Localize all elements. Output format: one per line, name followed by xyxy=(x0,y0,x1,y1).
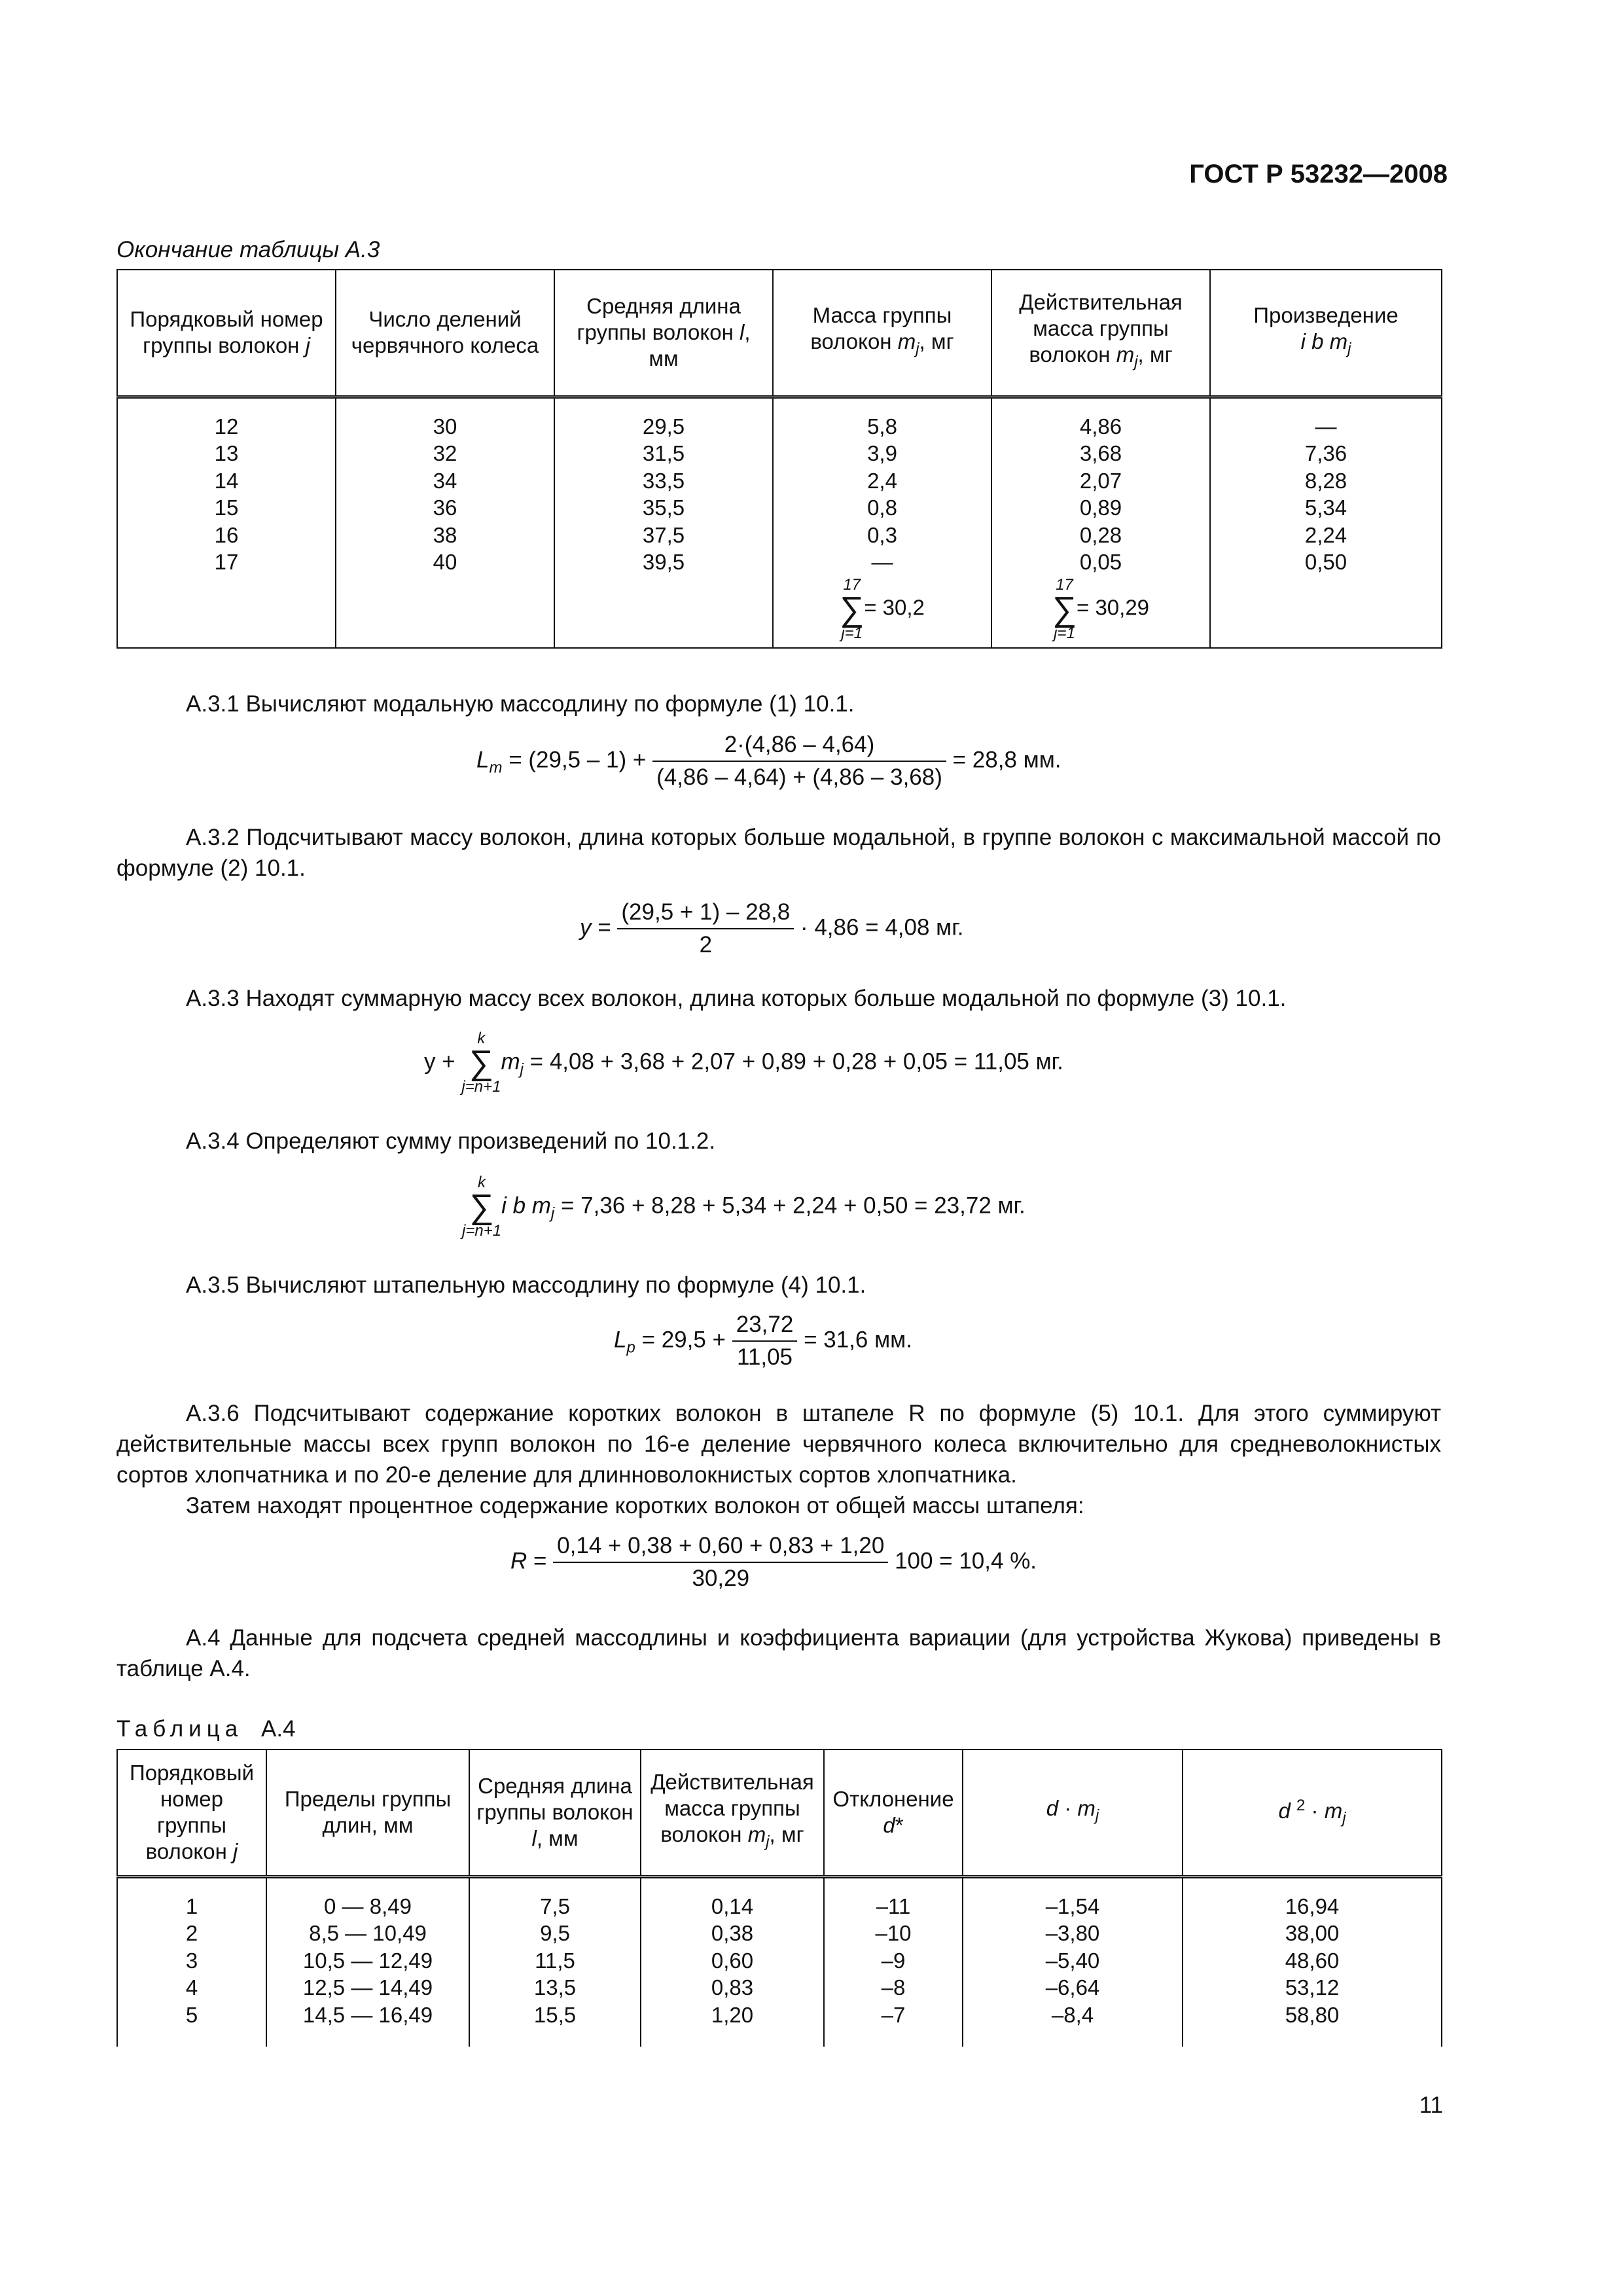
sum-actual xyxy=(997,577,1204,641)
sigma-lower: j=1 xyxy=(841,624,863,642)
table-a3-header-product: Произведение i b $m_j$ xyxy=(1210,270,1442,397)
table-cell: 16 xyxy=(214,522,239,547)
table-cell: –5,40 xyxy=(1045,1948,1100,1973)
table-a4-header-length: Средняя длина группы волокон l, мм xyxy=(469,1749,641,1876)
table-cell: 0,14 xyxy=(711,1893,754,1918)
table-a4-col-group xyxy=(117,1876,266,2047)
table-cell: 5,8 xyxy=(867,414,897,439)
table-cell: 0 — 8,49 xyxy=(324,1893,412,1918)
table-cell: 0,05 xyxy=(1079,550,1122,574)
table-a4 xyxy=(116,1749,1442,2047)
formula-lhs: y xyxy=(580,914,592,941)
table-cell: –1,54 xyxy=(1045,1893,1100,1918)
formula-denominator: 30,29 xyxy=(692,1566,750,1591)
formula-denominator: 2 xyxy=(699,932,713,958)
table-cell: 2,4 xyxy=(867,468,897,493)
paragraph-a332: А.3.2 Подсчитывают массу волокон, длина которых больше модальной, в группе волокон с максимальной массой по формуле (2) 10.1. xyxy=(116,825,1441,881)
table-a3-header-divisions: Число делений червячного колеса xyxy=(336,270,554,397)
table-cell: 3,68 xyxy=(1079,441,1122,465)
formula-lhs-sub: p xyxy=(626,1338,635,1357)
table-cell: 11,5 xyxy=(535,1948,575,1973)
table-cell: 38 xyxy=(433,522,457,547)
table-cell: 48,60 xyxy=(1285,1948,1340,1973)
table-a3-header-mass: Масса группы волокон $m_j$, мг xyxy=(773,270,991,397)
sigma-symbol: k ∑ j=n+1 xyxy=(461,1030,501,1096)
formula-numerator: (29,5 + 1) – 28,8 xyxy=(617,899,794,929)
table-cell: –8 xyxy=(881,1975,906,2000)
formula-short-fibers xyxy=(510,1533,1037,1592)
sigma-lower: j=n+1 xyxy=(462,1222,502,1240)
formula-numerator: 2·(4,86 – 4,64) xyxy=(652,732,946,762)
table-a4-header-limits: Пределы группы длин, мм xyxy=(266,1749,469,1876)
table-a4-col-d2-m xyxy=(1183,1876,1442,2047)
formula-lhs-sub: m xyxy=(489,759,503,777)
table-a4-caption xyxy=(116,1716,296,1742)
table-a4-header-d2-m: d $^2 \cdot m_j$ xyxy=(1183,1749,1442,1876)
table-cell: 0,3 xyxy=(867,522,897,547)
table-cell: 7,5 xyxy=(540,1893,570,1918)
table-cell: 7,36 xyxy=(1304,441,1347,465)
formula-product-sum xyxy=(462,1175,1026,1239)
table-cell: 13,5 xyxy=(533,1975,577,2000)
table-a4-header-deviation: Отклонение d* xyxy=(824,1749,963,1876)
table-a4-body xyxy=(117,1876,1442,2047)
formula-numerator: 23,72 xyxy=(732,1312,798,1342)
table-a3-col-product xyxy=(1210,397,1442,648)
formula-result: = 7,36 + 8,28 + 5,34 + 2,24 + 0,50 = 23,72 мг. xyxy=(554,1193,1026,1219)
formula-pre: = (29,5 – 1) + xyxy=(502,747,647,773)
sigma-lower: j=1 xyxy=(1054,624,1075,642)
table-cell: –9 xyxy=(881,1948,906,1973)
table-a3-header-actual-mass: Действительная масса группы волокон $m_j$, мг xyxy=(991,270,1210,397)
table-cell: –6,64 xyxy=(1045,1975,1100,2000)
sum-actual-value: = 30,29 xyxy=(1077,595,1150,620)
table-cell: –7 xyxy=(881,2002,906,2027)
table-a4-header-d-m: $d \cdot m_j$ xyxy=(963,1749,1183,1876)
table-cell: 5 xyxy=(185,2002,198,2027)
sigma-symbol: 17 ∑ j=1 xyxy=(840,575,865,642)
table-cell: 5,34 xyxy=(1304,495,1347,520)
sigma-lower: j=n+1 xyxy=(461,1078,501,1096)
table-cell: 4,86 xyxy=(1079,414,1122,439)
paragraph-a336-cont: Затем находят процентное содержание коротких волокон от общей массы штапеля: xyxy=(186,1493,1084,1518)
table-cell: 0,38 xyxy=(711,1921,754,1945)
table-a4-col-length xyxy=(469,1876,641,2047)
table-a4-caption-id: А.4 xyxy=(260,1716,296,1742)
sigma-symbol: k ∑ j=n+1 xyxy=(462,1174,502,1240)
table-cell: — xyxy=(871,550,893,574)
table-cell: 16,94 xyxy=(1285,1893,1340,1918)
formula-result: 100 = 10,4 %. xyxy=(895,1548,1037,1574)
table-cell: 0,8 xyxy=(867,495,897,520)
table-a4-header-actual-mass: Действительная масса группы волокон $m_j$, мг xyxy=(641,1749,824,1876)
table-cell: –3,80 xyxy=(1045,1921,1100,1945)
table-cell: 53,12 xyxy=(1285,1975,1340,2000)
table-a3-header-length: Средняя длина группы волокон l, мм xyxy=(554,270,773,397)
formula-lhs: R xyxy=(510,1548,527,1574)
formula-result: · 4,86 = 4,08 мг. xyxy=(800,914,964,941)
table-cell: 3,9 xyxy=(867,441,897,465)
table-a3-header-group: Порядковый номер группы волокон j xyxy=(117,270,336,397)
sigma-symbol: 17 ∑ j=1 xyxy=(1052,575,1077,642)
table-cell: 32 xyxy=(433,441,457,465)
table-cell: 35,5 xyxy=(642,495,685,520)
paragraph-a333: А.3.3 Находят суммарную массу всех волокон, длина которых больше модальной по формуле (3) 10.1. xyxy=(186,986,1287,1011)
table-cell: 33,5 xyxy=(642,468,685,493)
table-cell: 17 xyxy=(214,550,239,574)
table-a3-col-group xyxy=(117,397,336,648)
table-cell: –11 xyxy=(876,1893,911,1918)
table-a4-header-row xyxy=(117,1749,1442,1876)
table-a3-body xyxy=(117,397,1442,648)
table-a3-col-actual-mass xyxy=(991,397,1210,648)
sum-mass xyxy=(779,577,986,641)
table-cell: 58,80 xyxy=(1285,2002,1340,2027)
formula-pre: = xyxy=(527,1548,554,1574)
table-cell: 39,5 xyxy=(642,550,685,574)
table-cell: 12 xyxy=(214,414,239,439)
sum-mass-value: = 30,2 xyxy=(864,595,925,620)
formula-pre: = xyxy=(591,914,618,941)
table-cell: 2 xyxy=(185,1921,198,1945)
sigma-upper: 17 xyxy=(1056,575,1073,594)
paragraph-a4: А.4 Данные для подсчета средней массодлины и коэффициента вариации (для устройства Жукова) приведены в таблице А.4. xyxy=(116,1625,1441,1681)
formula-lhs: L xyxy=(476,747,490,773)
table-cell: 0,28 xyxy=(1079,522,1122,547)
table-a3-caption: Окончание таблицы А.3 xyxy=(116,237,380,262)
sigma-upper: k xyxy=(478,1174,486,1191)
formula-term: m xyxy=(501,1049,520,1075)
formula-fraction xyxy=(652,732,946,791)
table-cell: 8,28 xyxy=(1304,468,1347,493)
table-cell: 13 xyxy=(214,441,239,465)
table-cell: 8,5 — 10,49 xyxy=(309,1921,427,1945)
table-cell: 0,83 xyxy=(711,1975,754,2000)
table-cell: 15 xyxy=(214,495,239,520)
page-number: 11 xyxy=(1419,2092,1443,2118)
formula-staple-length xyxy=(614,1312,912,1371)
formula-mass-y xyxy=(580,899,963,958)
table-cell: 12,5 — 14,49 xyxy=(302,1975,433,2000)
formula-modal-length xyxy=(476,732,1061,791)
sigma-upper: k xyxy=(477,1030,486,1047)
formula-result: = 28,8 мм. xyxy=(952,747,1061,773)
table-a4-caption-word: Таблица xyxy=(116,1716,243,1742)
formula-result: = 4,08 + 3,68 + 2,07 + 0,89 + 0,28 + 0,05 = 11,05 мг. xyxy=(523,1049,1063,1075)
table-cell: –10 xyxy=(875,1921,912,1945)
table-cell: 0,89 xyxy=(1079,495,1122,520)
table-cell: 15,5 xyxy=(533,2002,577,2027)
formula-pre: = 29,5 + xyxy=(635,1327,732,1353)
table-cell: 38,00 xyxy=(1285,1921,1340,1945)
formula-total-mass xyxy=(424,1031,1063,1095)
table-cell: 2,24 xyxy=(1304,522,1347,547)
formula-fraction xyxy=(617,899,794,958)
table-cell: 34 xyxy=(433,468,457,493)
formula-term-sub: j xyxy=(550,1204,555,1223)
formula-term: i b m xyxy=(501,1193,551,1219)
formula-pre: y + xyxy=(424,1049,462,1075)
table-cell: 4 xyxy=(185,1975,198,2000)
table-a4-col-d-m xyxy=(963,1876,1183,2047)
table-cell: 30 xyxy=(433,414,457,439)
table-cell: 14 xyxy=(214,468,239,493)
table-a4-header-group: Порядковый номер группы волокон j xyxy=(117,1749,266,1876)
paragraph-a335: А.3.5 Вычисляют штапельную массодлину по формуле (4) 10.1. xyxy=(186,1272,866,1298)
document-id: ГОСТ Р 53232—2008 xyxy=(1189,160,1448,188)
paragraph-a336: А.3.6 Подсчитывают содержание коротких волокон в штапеле R по формуле (5) 10.1. Для этого суммируют действительные массы всех групп волокон по 16-е деление червячного колеса включительно для средневолокнистых сортов хлопчатника и по 20-е деление для длинноволокнистых сортов хлопчатника. xyxy=(116,1401,1441,1488)
formula-term-sub: j xyxy=(520,1060,524,1079)
formula-denominator: (4,86 – 4,64) + (4,86 – 3,68) xyxy=(656,764,942,790)
table-cell: 0,50 xyxy=(1304,550,1347,574)
table-cell: 29,5 xyxy=(642,414,685,439)
table-cell: 1 xyxy=(185,1893,198,1918)
table-cell: –8,4 xyxy=(1051,2002,1094,2027)
table-a3-col-divisions xyxy=(336,397,554,648)
table-cell: 2,07 xyxy=(1079,468,1122,493)
table-cell: — xyxy=(1315,414,1337,439)
table-cell: 36 xyxy=(433,495,457,520)
table-cell: 31,5 xyxy=(642,441,685,465)
table-cell: 40 xyxy=(433,550,457,574)
formula-numerator: 0,14 + 0,38 + 0,60 + 0,83 + 1,20 xyxy=(553,1533,888,1563)
formula-fraction xyxy=(553,1533,888,1592)
formula-result: = 31,6 мм. xyxy=(804,1327,912,1353)
table-cell: 3 xyxy=(185,1948,198,1973)
table-cell: 37,5 xyxy=(642,522,685,547)
formula-lhs: L xyxy=(614,1327,627,1353)
table-cell: 1,20 xyxy=(711,2002,754,2027)
table-a3-header-row xyxy=(117,270,1442,397)
table-a4-col-limits xyxy=(266,1876,469,2047)
sigma-upper: 17 xyxy=(843,575,861,594)
formula-fraction xyxy=(732,1312,798,1371)
table-cell: 10,5 — 12,49 xyxy=(302,1948,433,1973)
paragraph-a331: А.3.1 Вычисляют модальную массодлину по формуле (1) 10.1. xyxy=(186,691,855,717)
paragraph-a334: А.3.4 Определяют сумму произведений по 10.1.2. xyxy=(186,1128,716,1154)
table-a4-col-deviation xyxy=(824,1876,963,2047)
table-a3-col-mass xyxy=(773,397,991,648)
formula-denominator: 11,05 xyxy=(737,1344,793,1370)
table-a3-col-length xyxy=(554,397,773,648)
table-cell: 9,5 xyxy=(540,1921,570,1945)
table-a4-col-actual-mass xyxy=(641,1876,824,2047)
table-cell: 0,60 xyxy=(711,1948,754,1973)
table-cell: 14,5 — 16,49 xyxy=(302,2002,433,2027)
table-a3 xyxy=(116,269,1442,649)
